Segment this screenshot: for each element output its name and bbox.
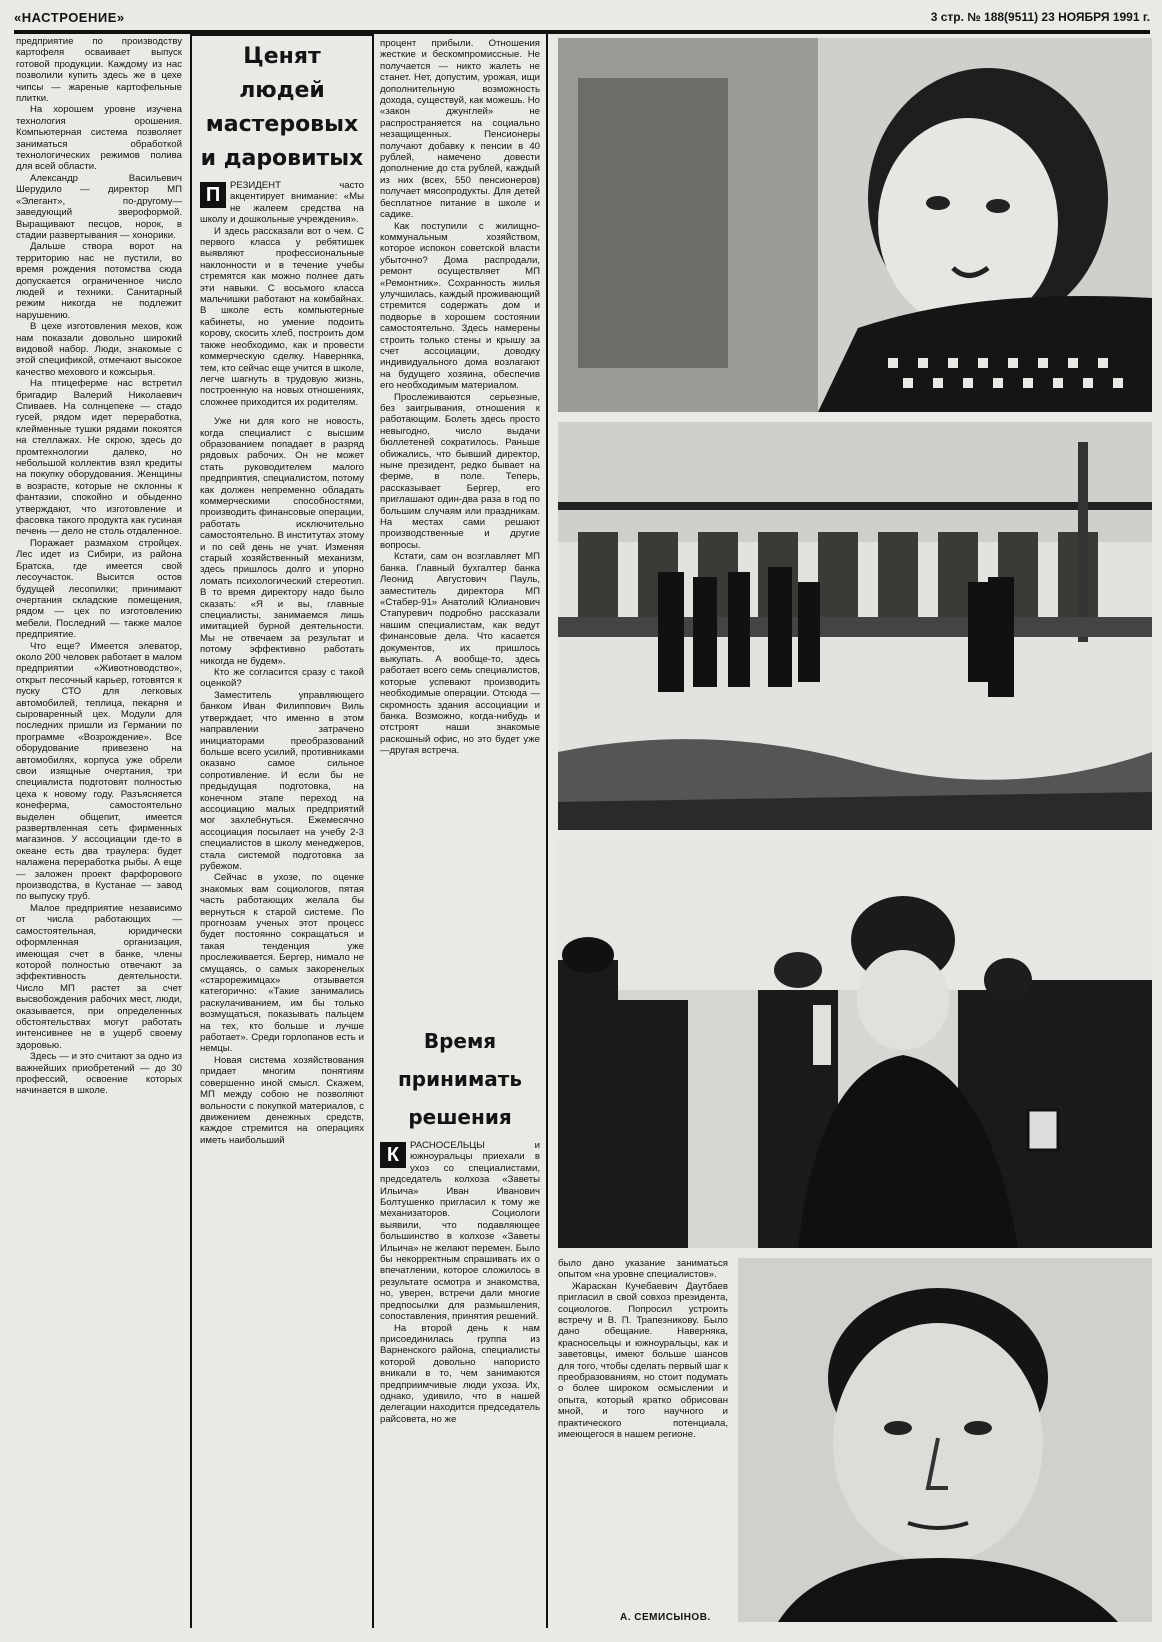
column-rule [372,34,374,1628]
paragraph: Малое предприятие независимо от числа работающих — самостоятельная, юридически оформленная организация, имеющая счет в банке, члены которой полностью отвечают за эффективность деятельности. Число МП растет за счет высвобождения рабочих мест, люди, оказывается, при определенных обстоятельствах могут работать интенсивнее не в ущерб своему здоровью. [16,902,182,1051]
title-line: решения [408,1105,512,1129]
paragraph: Кстати, сам он возглавляет МП банка. Главный бухгалтер банка Леонид Августович Пауль, заместитель директора МП «Стабер-91» Анатолий Юлианович Стапуревич подробно рассказали нашим специалистам, как ведут финансовые дела. Что касается документов, их пришлось выкупать. А вообще-то, здесь работает всего семь специалистов, которые успевают производить необходимые операции. Отсюда — скромность здания ассоциации и банка. Возможно, когда-нибудь и отстроят наши знакомые раскошный офис, но это будет уже—другая встреча. [380,551,540,757]
paragraph: Как поступили с жилищно-коммунальным хозяйством, которое испокон советской власти убыточно? Дома распродали, ремонт осуществляет МП «Ремонтник». Сохранность жилья улучшилась, каждый проживающий стремится содержать дом и подворье в хорошем состоянии самостоятельно. Здесь намерены строить только стены и крышу за счет ассоциации, доводку индивидуального дома возлагают на будущего хозяина, обеспечив его необходимым материалом. [380,220,540,392]
column-one [16,36,182,1616]
paragraph: процент прибыли. Отношения жесткие и бескомпромиссные. Не получается — никто жалеть не станет. Нет, допустим, урожая, ищи дополнительную возможность дохода, существуй, как можешь. Но «закон джунглей» не распространяется на социально незащищенных. Пенсионеры получают добавку к пенсии в 40 рублей, намечено довести дополнение до ста рублей, каждый из них (всех, 550 пенсионеров) получает мясопродукты. Для детей бесплатное питание в школе и садике. [380,38,540,221]
title-line: мастеровых [205,112,359,137]
paragraph: Новая система хозяйствования придает многим понятиям совершенно иной смысл. Скажем, МП между собою не позволяют вольности с покупкой материалов, с движением денежных средств, каждое стремится на операциях иметь наибольший [200,1054,364,1146]
paragraph: На хорошем уровне изучена технология орошения. Компьютерная система позволяет заниматься обработкой технологических режимов полива для всей области. [16,104,182,173]
article-valued-people [200,40,364,1625]
article-title [200,40,364,176]
paragraph: Сейчас в ухозе, по оценке знакомых вам социологов, пятая часть работающих желала бы вернуться к старой системе. По прогнозам ученых этот процесс будет постоянно сокращаться и такая тенденция уже прослеживается. Бергер, нимало не смущаясь, о самых закоренелых «старорежимцах» отзывается категорично: «Такие занимались раскулачиванием, им бы только возмущаться, показывать пальцем на тех, кто больше и лучше работает». Среди горлопанов есть и немцы. [200,872,364,1055]
photo-older-man-portrait [738,1258,1152,1622]
paragraph: Здесь — и это считают за одно из важнейших приобретений — до 30 профессий, освоение которых начинается в школе. [16,1051,182,1097]
column-rule [546,34,548,1628]
lead-text: РАСНОСЕЛЬЦЫ и южноуральцы приехали в ухоз со специалистами, председатель колхоза «Заветы Ильича» Иван Иванович Болтушенко пригласил к тому же механизаторов. Социологи выявили, что подавляющее большинство в колхозе «Заветы Ильича» не желают перемен. Было бы некорректным спрашивать их о впечатлении, которое сложилось в результате осмотра и знакомства, но, уверен, встречи дали многие предпосылки для размышления, сопоставления, принятия решений. [380,1140,540,1323]
paragraph: Александр Васильевич Шерудило — директор МП «Элегант», по-другому—заведующий звероформой. Выращивают песцов, норок, в стадии развертывания — хонорики. [16,172,182,241]
column-three [380,38,540,1018]
photo-man-in-sweater [558,38,1152,412]
paragraph: Кто же согласится сразу с такой оценкой? [200,667,364,690]
title-line: Ценят [243,44,321,69]
drop-cap: П [200,182,226,208]
title-line: людей [239,78,325,103]
drop-cap: К [380,1142,406,1168]
paragraph: И здесь рассказали вот о чем. С первого класса у ребятишек выявляют профессиональные наклонности и в течение учебы стремятся как можно полнее дать эти навыки. С восьмого класса мальчишки работают на комбайнах. В школе есть компьютерные кабинеты, но умение подоить корову, скосить хлеб, построить дом также необходимо, как и провести коммерческую сделку. Наверняка, тем, кто сейчас еще учится в школе, легче шагнуть в трудовую жизнь, построенную на новых отношениях, сложнее приходится их родителям. [200,225,364,408]
lead-text: РЕЗИДЕНТ часто акцентирует внимание: «Мы не жалеем средства на школу и дошкольные учреждения». [200,180,364,226]
paragraph: В цехе изготовления мехов, кож нам показали довольно широкий видовой набор. Люди, знакомые с этой спецификой, отмечают высокое качество мехового и кожсырья. [16,321,182,378]
paragraph: предприятие по производству картофеля осваивает выпуск готовой продукции. Каждому из нас позволили купить здесь же в цехе чипсы — жареные картофельные плитки. [16,36,182,105]
paragraph: Жараскан Кучебаевич Даутбаев пригласил в свой совхоз президента, социологов. Попросил устроить встречу и В. П. Трапезникову. Было дано обещание. Наверняка, красносельцы и южноуральцы, как и заветовцы, имеют больше шансов для того, чтобы сделать первый шаг к преобразованиям, но стоит подумать о более широком осмыслении и опыта, который кратко обрисован мной, и того научного и практического потенциала, имеющегося в нашем регионе. [558,1280,728,1441]
title-line: принимать [397,1067,523,1091]
lead-paragraph [200,180,364,226]
lead-paragraph [380,1140,540,1323]
paragraph: Уже ни для кого не новость, когда специалист с высшим образованием попадает в разряд рядовых рабочих. Он не может стать руководителем малого предприятия, специалистом, потому как должен непременно обладать коммерческими способностями, производить финансовые операции, работать исключительно самостоятельно. В институтах этому и по сей день не учат. Изменяя старый хозяйственный механизм, здесь пришлось долго и упорно ломать психологический стереотип. В то время директору надо было сказать: «Я и вы, главные специалисты, занимаемся лишь имитацией бурной деятельности. Мы не отвечаем за результат и потому эффективно работать никогда не будем». [200,416,364,667]
column-rule [191,34,373,36]
article-continuation [558,1258,728,1610]
paragraph: Что еще? Имеется элеватор, около 200 человек работает в малом предприятии «Животноводство», открыт песочный карьер, готовятся к пуску СТО для легковых автомобилей, теплица, пекарня и сыроваренный цех. Модули для последних пришли из Германии по программе «Возрождение». Все оборудование привезено на автомобилях, корпуса уже обрели свои изящные очертания, три специалиста подготовят полностью цеха к новому году. Разъясняется конеферма, самостоятельно выделен общепит, имеется развертвленная сеть фирменных магазинов. У ассоциации где-то в океане есть два траулера: будет налажена переработка рыбы. А еще — заложен проект фарфорового производства, в Кустанае — завод по выпуску труб. [16,640,182,903]
author-signature: А. СЕМИСЫНОВ. [620,1612,711,1623]
paragraph: было дано указание заниматься опытом «на уровне специалистов». [558,1258,728,1281]
issue-line: 3 стр. № 188(9511) 23 НОЯБРЯ 1991 г. [930,10,1150,24]
section-title: «НАСТРОЕНИЕ» [14,10,125,25]
title-line: и даровитых [200,146,364,171]
newspaper-header [14,8,1150,34]
paragraph: Дальше створа ворот на территорию нас не пустили, во время рождения потомства сюда допускается ограниченное число людей и техники. Санитарный режим никогда не подлежит нарушению. [16,241,182,321]
paragraph: Прослеживаются серьезные, без заигрывания, отношения к работающим. Болеть здесь просто невыгодно, число выдачи бюллетеней сократилось. Раньше обижались, что бывший директор, ныне президент, редко бывает на ферме, в поле. Теперь, рассказывает Бергер, его приглашают один-два раза в год по большим случаям или праздникам. На местах сами решают производственные и другие вопросы. [380,391,540,551]
title-line: Время [423,1029,497,1053]
paragraph: На птицеферме нас встретил бригадир Валерий Николаевич Спиваев. На солнцепеке — стадо гусей, рядом идет переработка, клейменные тушки рядами покоятся на стеллажах. Не скрою, здесь до промтехнологии далеко, но небольшой коллектив взял кредиты на покупку оборудования. Женщины в возрасте, которые не склонны к фантазии, спокойно и обыденно утверждают, что изготовление и фасовка такого продукта как гусиная печень — дело не столь отдаленное. [16,378,182,538]
paragraph: Поражает размахом стройцех. Лес идет из Сибири, из района Братска, где имеется свой лесоучасток. Высится остов будущей лесопилки; принимают очертания складские помещения, рядом — цех по изготовлению мебели. Последний — также малое предприятие. [16,537,182,641]
photo-group-winter [558,840,1152,1248]
paragraph: На второй день к нам присоединилась группа из Варненского района, специалисты которой довольно напористо вникали в то, чем занимаются предприимчивые люди ухоза. Их, однако, удивило, что в нашей делегации находится председатель райсовета, но же [380,1322,540,1425]
photo-elevator-winter [558,422,1152,830]
article-title [380,1022,540,1136]
article-time-to-decide [380,1022,540,1626]
column-rule [190,34,192,1628]
paragraph: Заместитель управляющего банком Иван Филиппович Виль утверждает, что именно в этом направлении затрачено инициаторами преобразований больше всего усилий, противниками оказано самое сильное сопротивление. И если бы не предыдущая подготовка, на конечном этапе переход на ассоциацию малых предприятий мог захлебнуться. Ежемесячно ассоциация посылает на учебу 2-3 специалистов в школу менеджеров, стала системой подготовка за рубежом. [200,689,364,872]
